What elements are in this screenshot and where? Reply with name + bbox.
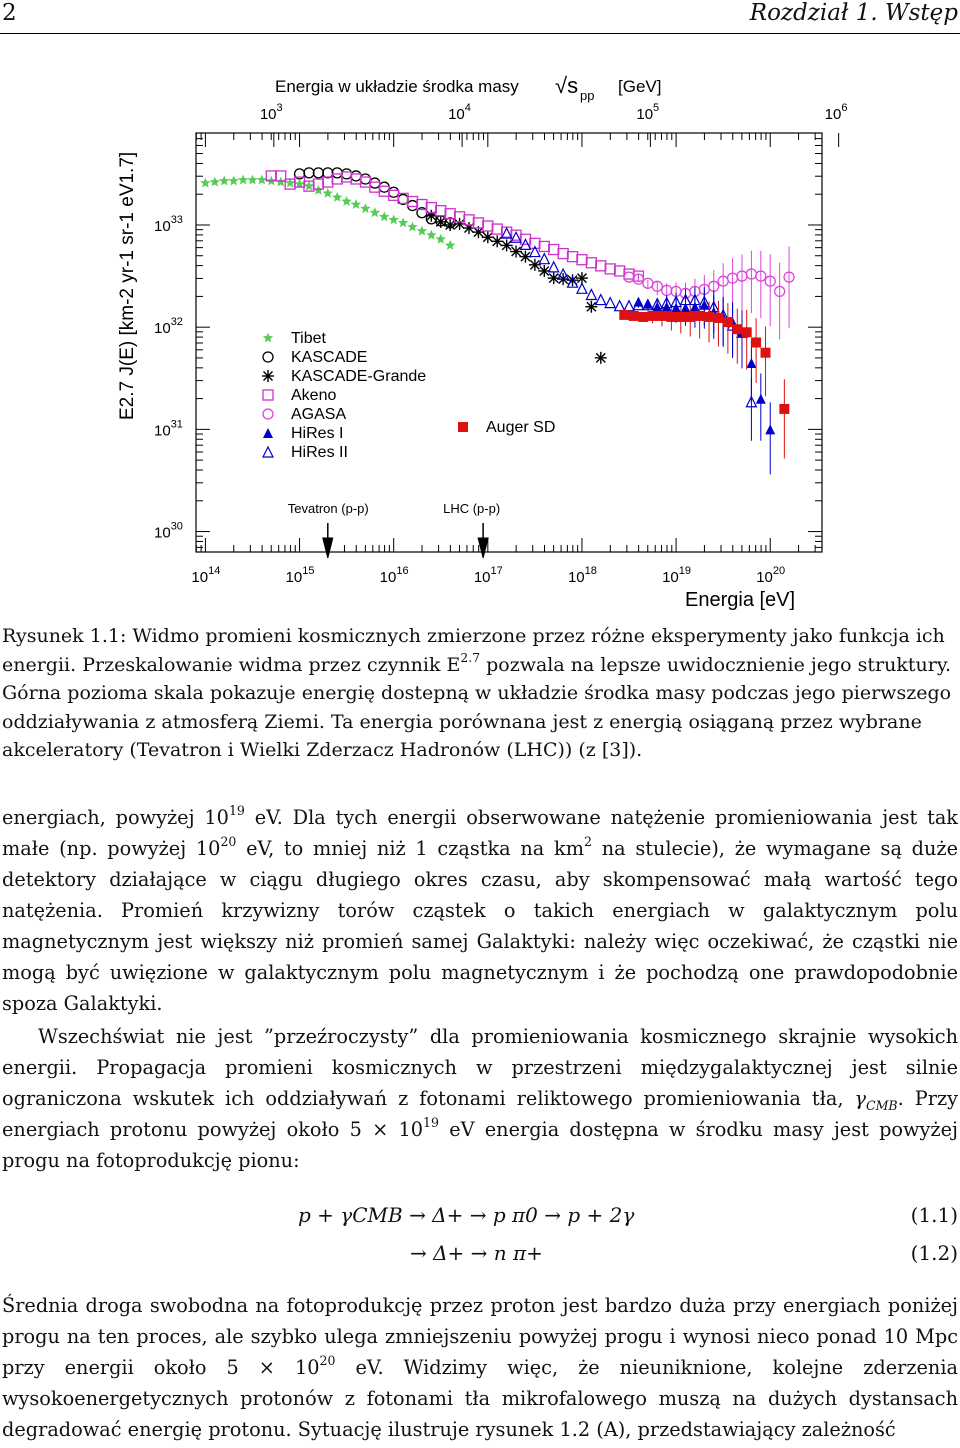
data-point [695, 311, 705, 321]
p2-text-b: . Przy energiach protonu powyżej około 5 × 10 [2, 1087, 959, 1141]
data-point [685, 312, 695, 322]
p3-text-b: eV. Widzimy więc, że nieuniknione, kolejne zderzenia wysokoenergetycznych protonów z fotonami tła mikrofalowego muszą na dużych dystansach degradować energię protonu. Sytuację ilustruje rysunek 1.2 (A), przedstawiający zależność [2, 1356, 958, 1441]
data-point [746, 358, 756, 368]
data-point [332, 192, 342, 202]
data-point [379, 182, 389, 192]
y-tick-label: $10^{32}$ [154, 316, 183, 338]
p1-text-d: na stulecie), że wymagane są duże detektory działające w ciągu długiego okres czasu, aby skompensować małą wartość tego natężenia. Promień krzywizny torów cząstek o takich energiach w galaktycznym polu magnetycznym jest większy niż promień samej Galaktyki: należy więc oczekiwać, że cząstki nie mogą być uwięzione w galaktycznym polu magnetycznym i że pochodzą one prawdopodobnie spoza Galaktyki. [2, 837, 958, 1015]
caption-text-1: Widmo promieni kosmicznych zmierzone przez różne eksperymenty jako funkcja ich energii. Przeskalowanie widma przez czynnik E [2, 625, 945, 676]
p2-gamma: γ [854, 1087, 866, 1110]
top-axis-title-text: Energia w układzie środka masy [275, 77, 519, 96]
data-point [510, 246, 522, 258]
legend [262, 330, 555, 461]
data-point [323, 168, 333, 178]
equation-1-1-number: (1.1) [910, 1203, 958, 1227]
cosmic-ray-spectrum-figure [0, 60, 960, 620]
data-point [615, 266, 625, 276]
data-point [323, 177, 333, 187]
data-point [595, 352, 607, 364]
data-point [436, 234, 447, 244]
legend-label: HiRes I [291, 425, 344, 442]
equation-1-2-body: → Δ+ → n π+ [410, 1241, 543, 1265]
data-point [779, 404, 789, 414]
data-point [370, 207, 381, 217]
top-tick-label: $10^3$ [259, 102, 283, 123]
data-point [765, 424, 775, 434]
data-point [629, 311, 639, 321]
data-point [624, 272, 634, 282]
x-tick-label: $10^{14}$ [191, 565, 221, 586]
data-point [568, 252, 578, 262]
x-tick-label: $10^{17}$ [473, 565, 503, 586]
x-tick-label: $10^{20}$ [756, 565, 786, 586]
data-point [389, 187, 399, 197]
data-point [304, 181, 315, 191]
legend-label: KASCADE-Grande [291, 368, 427, 385]
p1-text-b: eV. Dla tych energii obserwowane natężenie promieniowania jest tak małe (np. powyżej 10 [2, 806, 958, 860]
data-point [417, 226, 428, 236]
data-point [342, 169, 352, 179]
accelerator-arrow-head [478, 538, 488, 558]
data-point [529, 259, 541, 271]
data-point [398, 217, 408, 227]
top-tick-label: $10^6$ [824, 102, 848, 123]
data-point [426, 230, 437, 240]
x-tick-label: $10^{15}$ [285, 565, 315, 586]
p2-sup: 19 [423, 1115, 439, 1131]
data-point [539, 254, 549, 264]
legend-label: Auger SD [486, 419, 556, 436]
p1-sup-2: 20 [220, 834, 237, 850]
caption-label: Rysunek 1.1: [2, 625, 127, 647]
y-axis-ticks [154, 139, 822, 548]
legend-marker [263, 333, 273, 343]
header-rule [0, 33, 960, 34]
data-point [713, 313, 723, 323]
sqrt-s-subscript: pp [580, 88, 595, 103]
data-point [313, 168, 323, 178]
p3-text-a: Średnia droga swobodna na fotoprodukcję przez proton jest bardzo duża przy energiach poniżej progu na ten proces, ale szybko ulega zmniejszeniu powyżej progu i wynosi nieco ponad 10 Mpc przy energii około 5 × 10 [2, 1294, 958, 1379]
x-tick-label: $10^{16}$ [379, 565, 409, 586]
top-tick-label: $10^4$ [448, 102, 471, 123]
data-point [666, 312, 676, 322]
legend-marker [263, 428, 273, 438]
p1-sup-1: 19 [228, 803, 245, 819]
p2-text-a: Wszechświat nie jest ”przeźroczysty” dla promieniowania kosmicznego skrajnie wysokich energii. Propagacja promieni kosmicznych w przestrzeni międzygalaktycznej jest silnie ograniczona wskutek ich oddziaływań z fotonami reliktowego promieniowania tła, [2, 1025, 958, 1110]
legend-label: Tibet [291, 330, 326, 347]
paragraph-2 [2, 1021, 958, 1176]
data-point [751, 338, 761, 348]
p2-gamma-sub: CMB [866, 1097, 898, 1113]
data-point [676, 312, 686, 322]
figure-caption [2, 622, 958, 765]
p1-text-c: eV, to mniej niż 1 cząstka na km [246, 837, 584, 860]
x-tick-label: $10^{19}$ [662, 565, 692, 586]
data-point [483, 221, 493, 231]
data-point [586, 289, 596, 299]
data-point [492, 224, 502, 234]
data-point [577, 283, 587, 293]
data-point [577, 255, 587, 265]
caption-exponent: 2.7 [460, 650, 481, 665]
legend-marker [263, 447, 273, 457]
paragraph-1 [2, 802, 958, 1019]
data-point [332, 168, 342, 178]
data-point [657, 311, 667, 321]
p1-sup-3: 2 [584, 834, 592, 850]
paragraph-3 [2, 1290, 958, 1445]
data-point [558, 249, 568, 259]
data-point [539, 241, 549, 251]
equation-1-1 [0, 1203, 960, 1233]
data-point [648, 311, 658, 321]
data-point [228, 176, 239, 186]
legend-marker [262, 370, 274, 382]
data-point [360, 203, 371, 213]
data-point [238, 175, 249, 185]
data-point [408, 201, 418, 211]
x-axis-label: Energia [eV] [685, 589, 796, 611]
data-point [219, 176, 230, 186]
data-point [742, 327, 752, 337]
y-axis-label: E2.7 J(E) [km-2 yr-1 sr-1 eV1.7] [117, 151, 138, 420]
top-axis-unit: [GeV] [618, 77, 662, 96]
data-point [756, 394, 766, 404]
y-tick-label: $10^{30}$ [154, 520, 183, 542]
p2-text-c: eV energia dostępna w środku masy jest powyżej progu na fotoprodukcję pionu: [2, 1118, 958, 1172]
accelerator-arrow-head [323, 538, 333, 558]
data-point [445, 209, 455, 219]
y-tick-label: $10^{31}$ [154, 418, 183, 440]
data-point [638, 312, 648, 322]
data-point [379, 211, 390, 221]
legend-marker [263, 409, 273, 419]
legend-label: AGASA [291, 406, 347, 423]
p3-sup: 20 [319, 1353, 336, 1369]
data-point [732, 324, 742, 334]
data-point [761, 348, 771, 358]
data-point [436, 206, 446, 216]
data-point [723, 317, 733, 327]
data-point [605, 298, 615, 308]
data-point [304, 168, 314, 178]
top-tick-label: $10^5$ [636, 102, 660, 123]
data-point [210, 177, 221, 187]
x-tick-label: $10^{18}$ [567, 565, 597, 586]
top-axis-ticks [260, 102, 848, 147]
accelerator-label: Tevatron (p-p) [287, 501, 369, 516]
data-point [586, 258, 596, 268]
data-point [549, 245, 559, 255]
sqrt-s-symbol: √s [555, 73, 579, 98]
data-point [704, 312, 714, 322]
page-number: 2 [2, 0, 17, 26]
data-point [596, 261, 606, 271]
data-point [200, 178, 210, 188]
data-point [445, 240, 456, 250]
equation-1-1-body: p + γCMB → Δ+ → p π0 → p + 2γ [298, 1203, 635, 1227]
accelerator-label: LHC (p-p) [443, 501, 501, 516]
legend-marker [263, 390, 273, 400]
caption-text-2: pozwala na lepsze uwidocznienie jego struktury. Górna pozioma skala pokazuje energię dostepną w układzie środka masy podczas jego pierwszego oddziaływania z atmosferą Ziemi. Ta energia porównana jest z energią osiąganą przez wybrane akceleratory (Tevatron i Wielki Zderzacz Hadronów (LHC)) (z [3]). [2, 653, 952, 761]
data-point [624, 301, 634, 311]
top-axis-title [275, 73, 661, 103]
p1-text-a: energiach, powyżej 10 [2, 806, 229, 829]
data-point [596, 295, 606, 305]
data-point [370, 178, 380, 188]
legend-label: KASCADE [291, 349, 368, 366]
data-point [585, 301, 597, 313]
page-header [0, 0, 960, 40]
data-point [323, 188, 333, 198]
equation-1-2-number: (1.2) [910, 1241, 958, 1265]
legend-label: HiRes II [291, 444, 348, 461]
data-point [257, 175, 267, 185]
legend-marker [263, 352, 273, 362]
data-point [247, 175, 257, 185]
legend-marker [458, 422, 468, 432]
data-point [351, 171, 361, 181]
x-axis-ticks [191, 133, 815, 586]
data-point [389, 214, 399, 224]
equation-1-2 [0, 1241, 960, 1271]
data-point [605, 264, 615, 274]
data-point [407, 222, 417, 232]
legend-label: Akeno [291, 387, 337, 404]
data-point [341, 196, 351, 206]
data-point [619, 310, 629, 320]
running-title: Rozdział 1. Wstęp [749, 0, 958, 26]
data-point [360, 174, 370, 184]
data-point [351, 199, 362, 209]
data-point [615, 301, 625, 311]
y-tick-label: $10^{33}$ [154, 213, 183, 235]
data-point [501, 239, 513, 251]
